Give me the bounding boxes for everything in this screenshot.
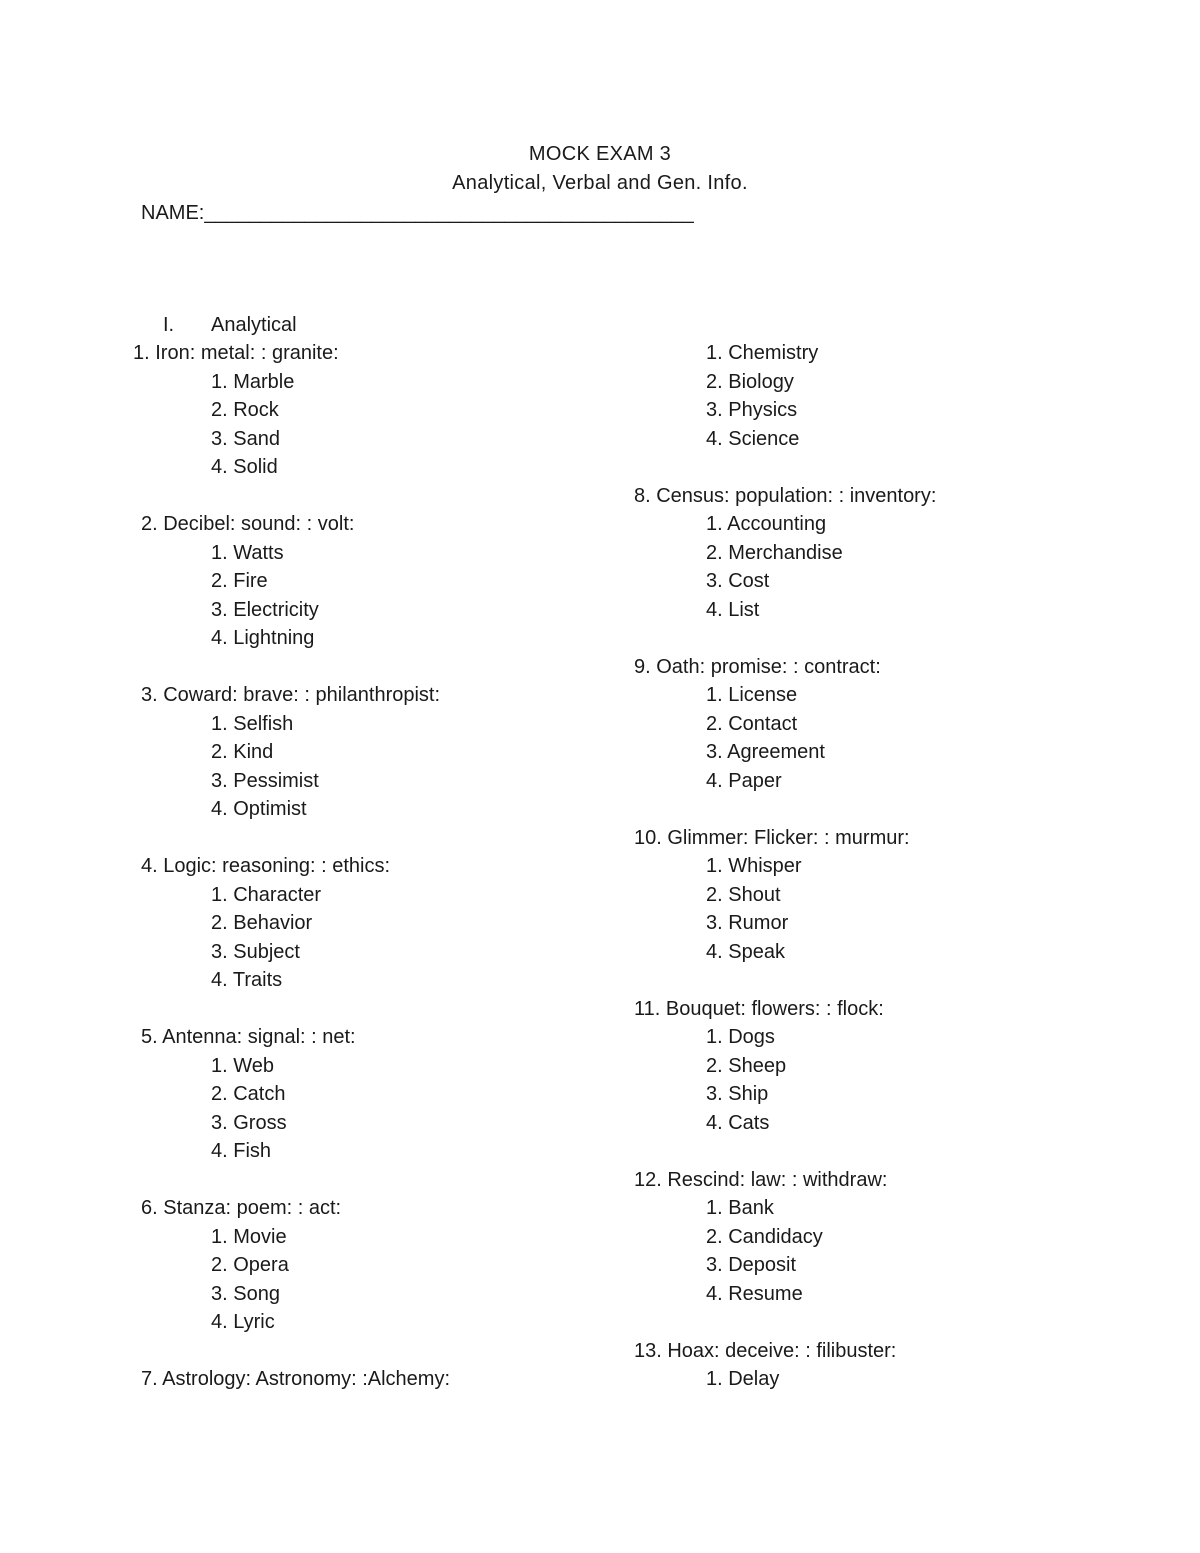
question-stem: 2. Decibel: sound: : volt: (141, 513, 355, 535)
answer-option: 4. Traits (211, 969, 283, 991)
answer-option: 4. Cats (706, 1111, 770, 1134)
answer-option: 2. Sheep (706, 1054, 787, 1077)
answer-option: 1. License (706, 684, 798, 706)
question-stem: 10. Glimmer: Flicker: : murmur: (634, 826, 910, 849)
spacer (634, 795, 1154, 824)
section-title: Analytical (211, 314, 297, 336)
answer-option: 4. Science (706, 427, 800, 450)
answer-option: 4. Lightning (211, 627, 315, 649)
answer-option: 1. Whisper (706, 855, 802, 877)
question-stem: 8. Census: population: : inventory: (634, 484, 937, 507)
answer-option: 3. Physics (706, 399, 798, 421)
answer-option: 1. Delay (706, 1368, 780, 1390)
answer-option: 3. Cost (706, 570, 770, 592)
answer-option: 3. Ship (706, 1083, 769, 1105)
question-stem: 9. Oath: promise: : contract: (634, 655, 881, 678)
answer-option: 4. Resume (706, 1282, 803, 1305)
answer-option: 2. Behavior (211, 912, 313, 934)
question-stem: 5. Antenna: signal: : net: (141, 1026, 356, 1048)
answer-option: 3. Subject (211, 940, 300, 963)
answer-option: 2. Contact (706, 712, 798, 735)
spacer (634, 453, 1154, 482)
answer-option: 2. Candidacy (706, 1225, 823, 1248)
spacer (133, 995, 633, 1024)
answer-option: 2. Biology (706, 370, 794, 393)
question-stem: 3. Coward: brave: : philanthropist: (141, 684, 441, 706)
spacer (634, 1308, 1154, 1337)
right-question-column (634, 339, 1154, 1394)
answer-option: 4. Optimist (211, 798, 307, 820)
spacer (634, 966, 1154, 995)
answer-option: 3. Song (211, 1282, 280, 1305)
answer-option: 2. Catch (211, 1083, 286, 1105)
answer-option: 1. Dogs (706, 1026, 775, 1048)
answer-option: 4. Lyric (211, 1311, 275, 1333)
spacer (133, 1337, 633, 1366)
answer-option: 3. Agreement (706, 741, 825, 763)
question-stem: 7. Astrology: Astronomy: :Alchemy: (141, 1368, 451, 1390)
answer-option: 4. Paper (706, 769, 782, 792)
answer-option: 1. Chemistry (706, 342, 819, 364)
question-stem: 4. Logic: reasoning: : ethics: (141, 855, 391, 877)
answer-option: 3. Deposit (706, 1254, 797, 1276)
spacer (133, 1166, 633, 1195)
question-stem: 6. Stanza: poem: : act: (141, 1197, 342, 1219)
question-stem: 11. Bouquet: flowers: : flock: (634, 997, 884, 1020)
answer-option: 1. Accounting (706, 513, 827, 535)
answer-option: 1. Movie (211, 1225, 287, 1248)
question-stem: 12. Rescind: law: : withdraw: (634, 1168, 888, 1191)
spacer (133, 824, 633, 853)
left-question-column (133, 339, 633, 1394)
answer-option: 1. Marble (211, 370, 295, 393)
spacer (634, 1137, 1154, 1166)
answer-option: 2. Fire (211, 570, 268, 592)
answer-option: 4. Speak (706, 940, 785, 963)
answer-option: 1. Bank (706, 1197, 774, 1219)
exam-subtitle: Analytical, Verbal and Gen. Info. (452, 172, 748, 194)
answer-option: 3. Pessimist (211, 769, 319, 792)
answer-option: 1. Watts (211, 541, 284, 564)
answer-option: 2. Rock (211, 399, 279, 421)
answer-option: 3. Electricity (211, 598, 319, 621)
answer-option: 3. Sand (211, 427, 280, 450)
spacer (133, 653, 633, 682)
answer-option: 1. Selfish (211, 712, 294, 735)
spacer (133, 482, 633, 511)
section-number: I. (163, 314, 175, 336)
section-heading (163, 311, 297, 339)
answer-option: 2. Kind (211, 741, 274, 763)
answer-option: 3. Gross (211, 1111, 287, 1134)
question-stem: 13. Hoax: deceive: : filibuster: (634, 1339, 897, 1362)
question-stem: 1. Iron: metal: : granite: (133, 342, 339, 364)
answer-option: 1. Web (211, 1054, 274, 1077)
name-field-line: NAME:____________________________________________ (141, 202, 694, 224)
answer-option: 2. Shout (706, 883, 781, 906)
answer-option: 1. Character (211, 883, 322, 906)
exam-title: MOCK EXAM 3 (528, 143, 672, 165)
answer-option: 2. Opera (211, 1254, 289, 1276)
answer-option: 3. Rumor (706, 912, 789, 934)
answer-option: 2. Merchandise (706, 541, 843, 564)
answer-option: 4. Solid (211, 456, 278, 478)
spacer (634, 624, 1154, 653)
answer-option: 4. List (706, 598, 760, 621)
answer-option: 4. Fish (211, 1140, 272, 1162)
